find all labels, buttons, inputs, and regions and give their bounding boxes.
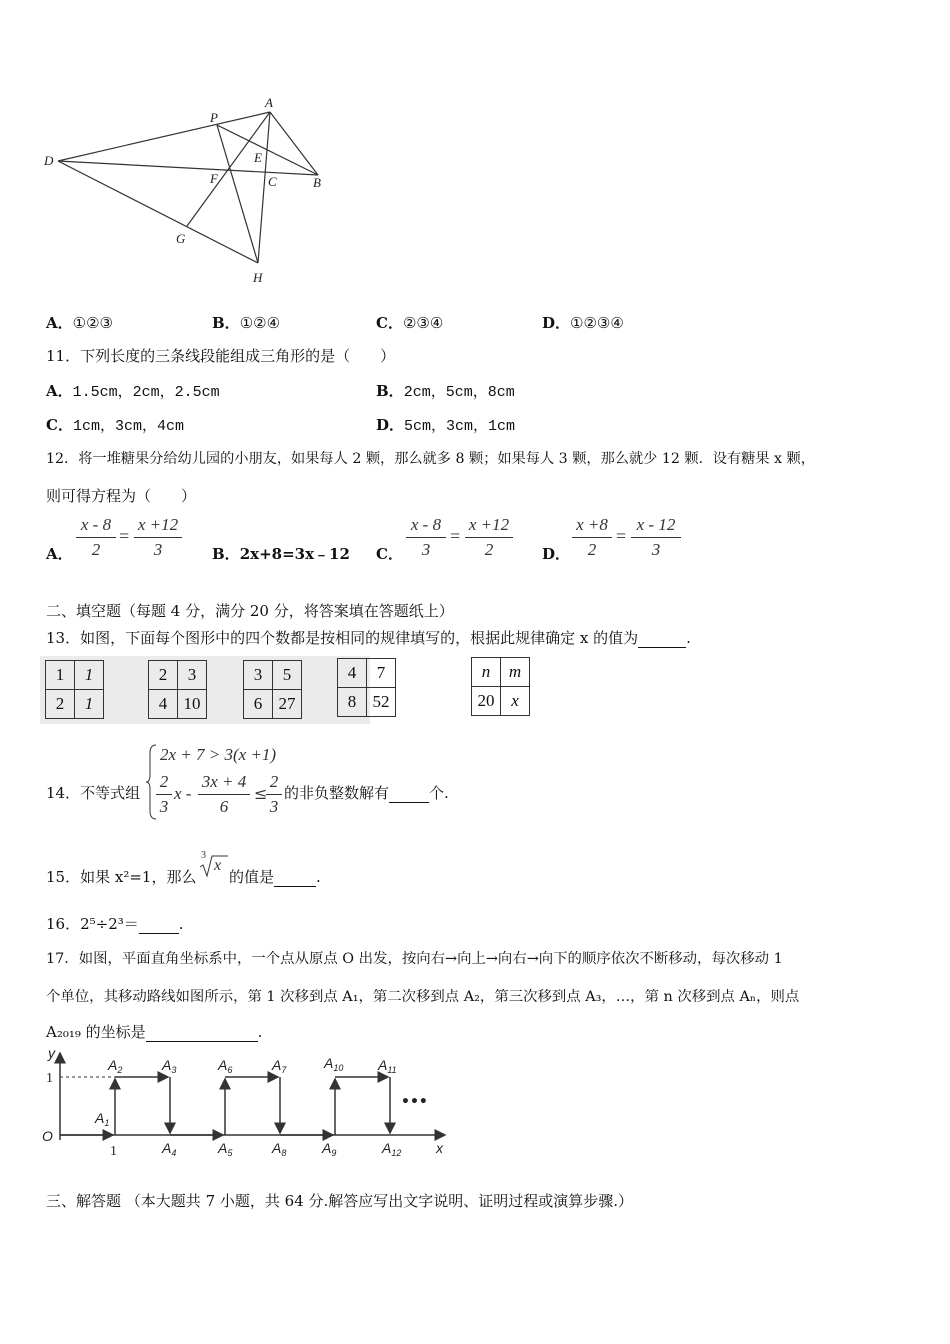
q14-fraction-two-thirds-a: 2 3: [156, 772, 172, 817]
q13-grid-3: [243, 660, 302, 719]
grid-cell: 5: [273, 661, 302, 690]
q12-option-b[interactable]: B．2x+8=3x﹣12: [212, 545, 350, 563]
q10-option-a[interactable]: A．①②③: [46, 314, 113, 332]
grid-cell: 1: [75, 690, 104, 719]
q17-coordinate-figure: [40, 1045, 460, 1165]
grid-cell: 2: [149, 661, 178, 690]
point-A2-label: $A_2$: [108, 1057, 123, 1075]
line-DA: [58, 112, 270, 161]
q16-text: 16．2⁵÷2³＝ .: [46, 915, 184, 933]
q12-option-a-letter[interactable]: A．: [46, 545, 73, 563]
grid-cell: 2: [46, 690, 75, 719]
line-DH: [58, 161, 258, 263]
grid-cell: 3: [178, 661, 207, 690]
q13-grid-4: [337, 658, 396, 717]
q13-grid-5: [471, 657, 530, 716]
q12-option-c-equals: =: [450, 526, 461, 546]
y-axis-label: y: [48, 1045, 55, 1061]
point-G-label: G: [176, 231, 186, 246]
point-H-label: H: [253, 270, 263, 285]
line-PH: [217, 125, 258, 263]
q16-answer-blank[interactable]: [139, 915, 179, 934]
point-A6-label: $A_6$: [218, 1057, 233, 1075]
section-2-title: 二、填空题（每题 4 分，满分 20 分，将答案填在答题纸上）: [46, 602, 454, 620]
q12-option-c-left-fraction: x - 8 3: [406, 515, 446, 560]
q13-grid-1: [45, 660, 104, 719]
point-A1-label: $A_1$: [95, 1110, 110, 1128]
point-P-label: P: [210, 110, 218, 125]
q12-option-d-left-fraction: x +8 2: [572, 515, 612, 560]
grid-cell: 6: [244, 690, 273, 719]
q14-x-minus: x -: [174, 784, 192, 803]
point-D-label: D: [44, 153, 54, 168]
q12-option-c-right-fraction: x +12 2: [465, 515, 513, 560]
grid-cell: n: [472, 658, 501, 687]
grid-cell: 4: [149, 690, 178, 719]
q17-line1: 17．如图，平面直角坐标系中，一个点从原点 O 出发，按向右→向上→向右→向下的顺序依次不断移动，每次移动 1: [46, 951, 783, 967]
q14-suffix: 的非负整数解有 个.: [284, 784, 449, 802]
point-C-label: C: [268, 174, 277, 189]
q14-fraction-two-thirds-b: 2 3: [266, 772, 282, 817]
origin-label: O: [42, 1128, 53, 1144]
grid-cell: m: [501, 658, 530, 687]
q12-option-d-letter[interactable]: D．: [542, 545, 571, 563]
q12-option-c-letter[interactable]: C．: [376, 545, 403, 563]
q14-inequality-1: 2x + 7 > 3(x +1): [160, 745, 277, 764]
grid-cell: 10: [178, 690, 207, 719]
q13-stem: 13．如图，下面每个图形中的四个数都是按相同的规律填写的，根据此规律确定 x 的值为 .: [46, 629, 691, 647]
line-AB: [270, 112, 318, 175]
q14-answer-blank[interactable]: [389, 784, 429, 803]
q10-geometry-figure: [40, 95, 340, 290]
q15-suffix: 的值是 .: [229, 868, 321, 886]
y-one-label: 1: [46, 1071, 53, 1086]
point-E-label: E: [254, 150, 262, 165]
section-3-title: 三、解答题 （本大题共 7 小题，共 64 分.解答应写出文字说明、证明过程或演算步骤.）: [46, 1192, 634, 1210]
q11-option-c[interactable]: C．1cm，3cm，4cm: [46, 416, 184, 435]
point-A12-label: $A_{12}$: [382, 1140, 402, 1158]
point-A5-label: $A_5$: [218, 1140, 233, 1158]
q15-answer-blank[interactable]: [274, 868, 316, 887]
q11-option-d[interactable]: D．5cm，3cm，1cm: [376, 416, 516, 435]
q12-option-d-right-fraction: x - 12 3: [631, 515, 681, 560]
q15-cube-root: 3 x: [198, 850, 228, 880]
point-A-label: A: [265, 95, 273, 110]
q12-option-d-equals: =: [616, 526, 627, 546]
line-DB: [58, 161, 318, 175]
grid-cell: 52: [367, 688, 396, 717]
q17-line2: 个单位，其移动路线如图所示，第 1 次移到点 A₁，第二次移到点 A₂，第三次移到点 A₃，…，第 n 次移到点 Aₙ，则点: [46, 989, 800, 1005]
grid-cell: x: [501, 687, 530, 716]
q14-fraction-3x-plus-4: 3x + 4 6: [198, 772, 250, 817]
grid-cell: 27: [273, 690, 302, 719]
point-A11-label: $A_{11}$: [378, 1057, 397, 1075]
q12-option-a-right-fraction: x +12 3: [134, 515, 182, 560]
q17-answer-blank[interactable]: [146, 1023, 258, 1042]
grid-cell: 20: [472, 687, 501, 716]
q10-option-d[interactable]: D．①②③④: [542, 314, 624, 332]
q12-stem-line1: 12．将一堆糖果分给幼儿园的小朋友，如果每人 2 颗，那么就多 8 颗；如果每人 3 颗，那么就少 12 颗．设有糖果 x 颗，: [46, 451, 815, 467]
grid-cell: 8: [338, 688, 367, 717]
q15-prefix: 15．如果 x²=1，那么: [46, 868, 197, 886]
grid-cell: 4: [338, 659, 367, 688]
point-A10-label: $A_{10}$: [324, 1055, 344, 1073]
point-A9-label: $A_9$: [322, 1140, 337, 1158]
point-A8-label: $A_8$: [272, 1140, 287, 1158]
q12-stem-line2: 则可得方程为（ ）: [46, 487, 197, 505]
q13-answer-blank[interactable]: [638, 629, 686, 648]
q11-stem: 11．下列长度的三条线段能组成三角形的是（ ）: [46, 347, 396, 365]
q10-option-c[interactable]: C．②③④: [376, 314, 444, 332]
q13-grid-2: [148, 660, 207, 719]
q14-less-equal: ≤: [254, 784, 268, 803]
point-A4-label: $A_4$: [162, 1140, 177, 1158]
q14-prefix: 14．不等式组: [46, 784, 141, 802]
q17-line3: A₂₀₁₉ 的坐标是 .: [46, 1023, 263, 1041]
q12-option-a-left-fraction: x - 8 2: [76, 515, 116, 560]
x-one-label: 1: [110, 1144, 117, 1159]
point-A3-label: $A_3$: [162, 1057, 177, 1075]
q12-option-a-equals: =: [119, 526, 130, 546]
q10-option-b[interactable]: B．①②④: [212, 314, 281, 332]
point-B-label: B: [313, 175, 321, 190]
grid-cell: 1: [75, 661, 104, 690]
x-axis-label: x: [436, 1140, 443, 1156]
q11-option-a[interactable]: A．1.5cm，2cm，2.5cm: [46, 382, 220, 401]
grid-cell: 1: [46, 661, 75, 690]
q11-option-b[interactable]: B．2cm，5cm，8cm: [376, 382, 515, 401]
grid-cell: 7: [367, 659, 396, 688]
point-A7-label: $A_7$: [272, 1057, 287, 1075]
point-F-label: F: [210, 171, 218, 186]
grid-cell: 3: [244, 661, 273, 690]
path-ellipsis: •••: [401, 1094, 428, 1110]
